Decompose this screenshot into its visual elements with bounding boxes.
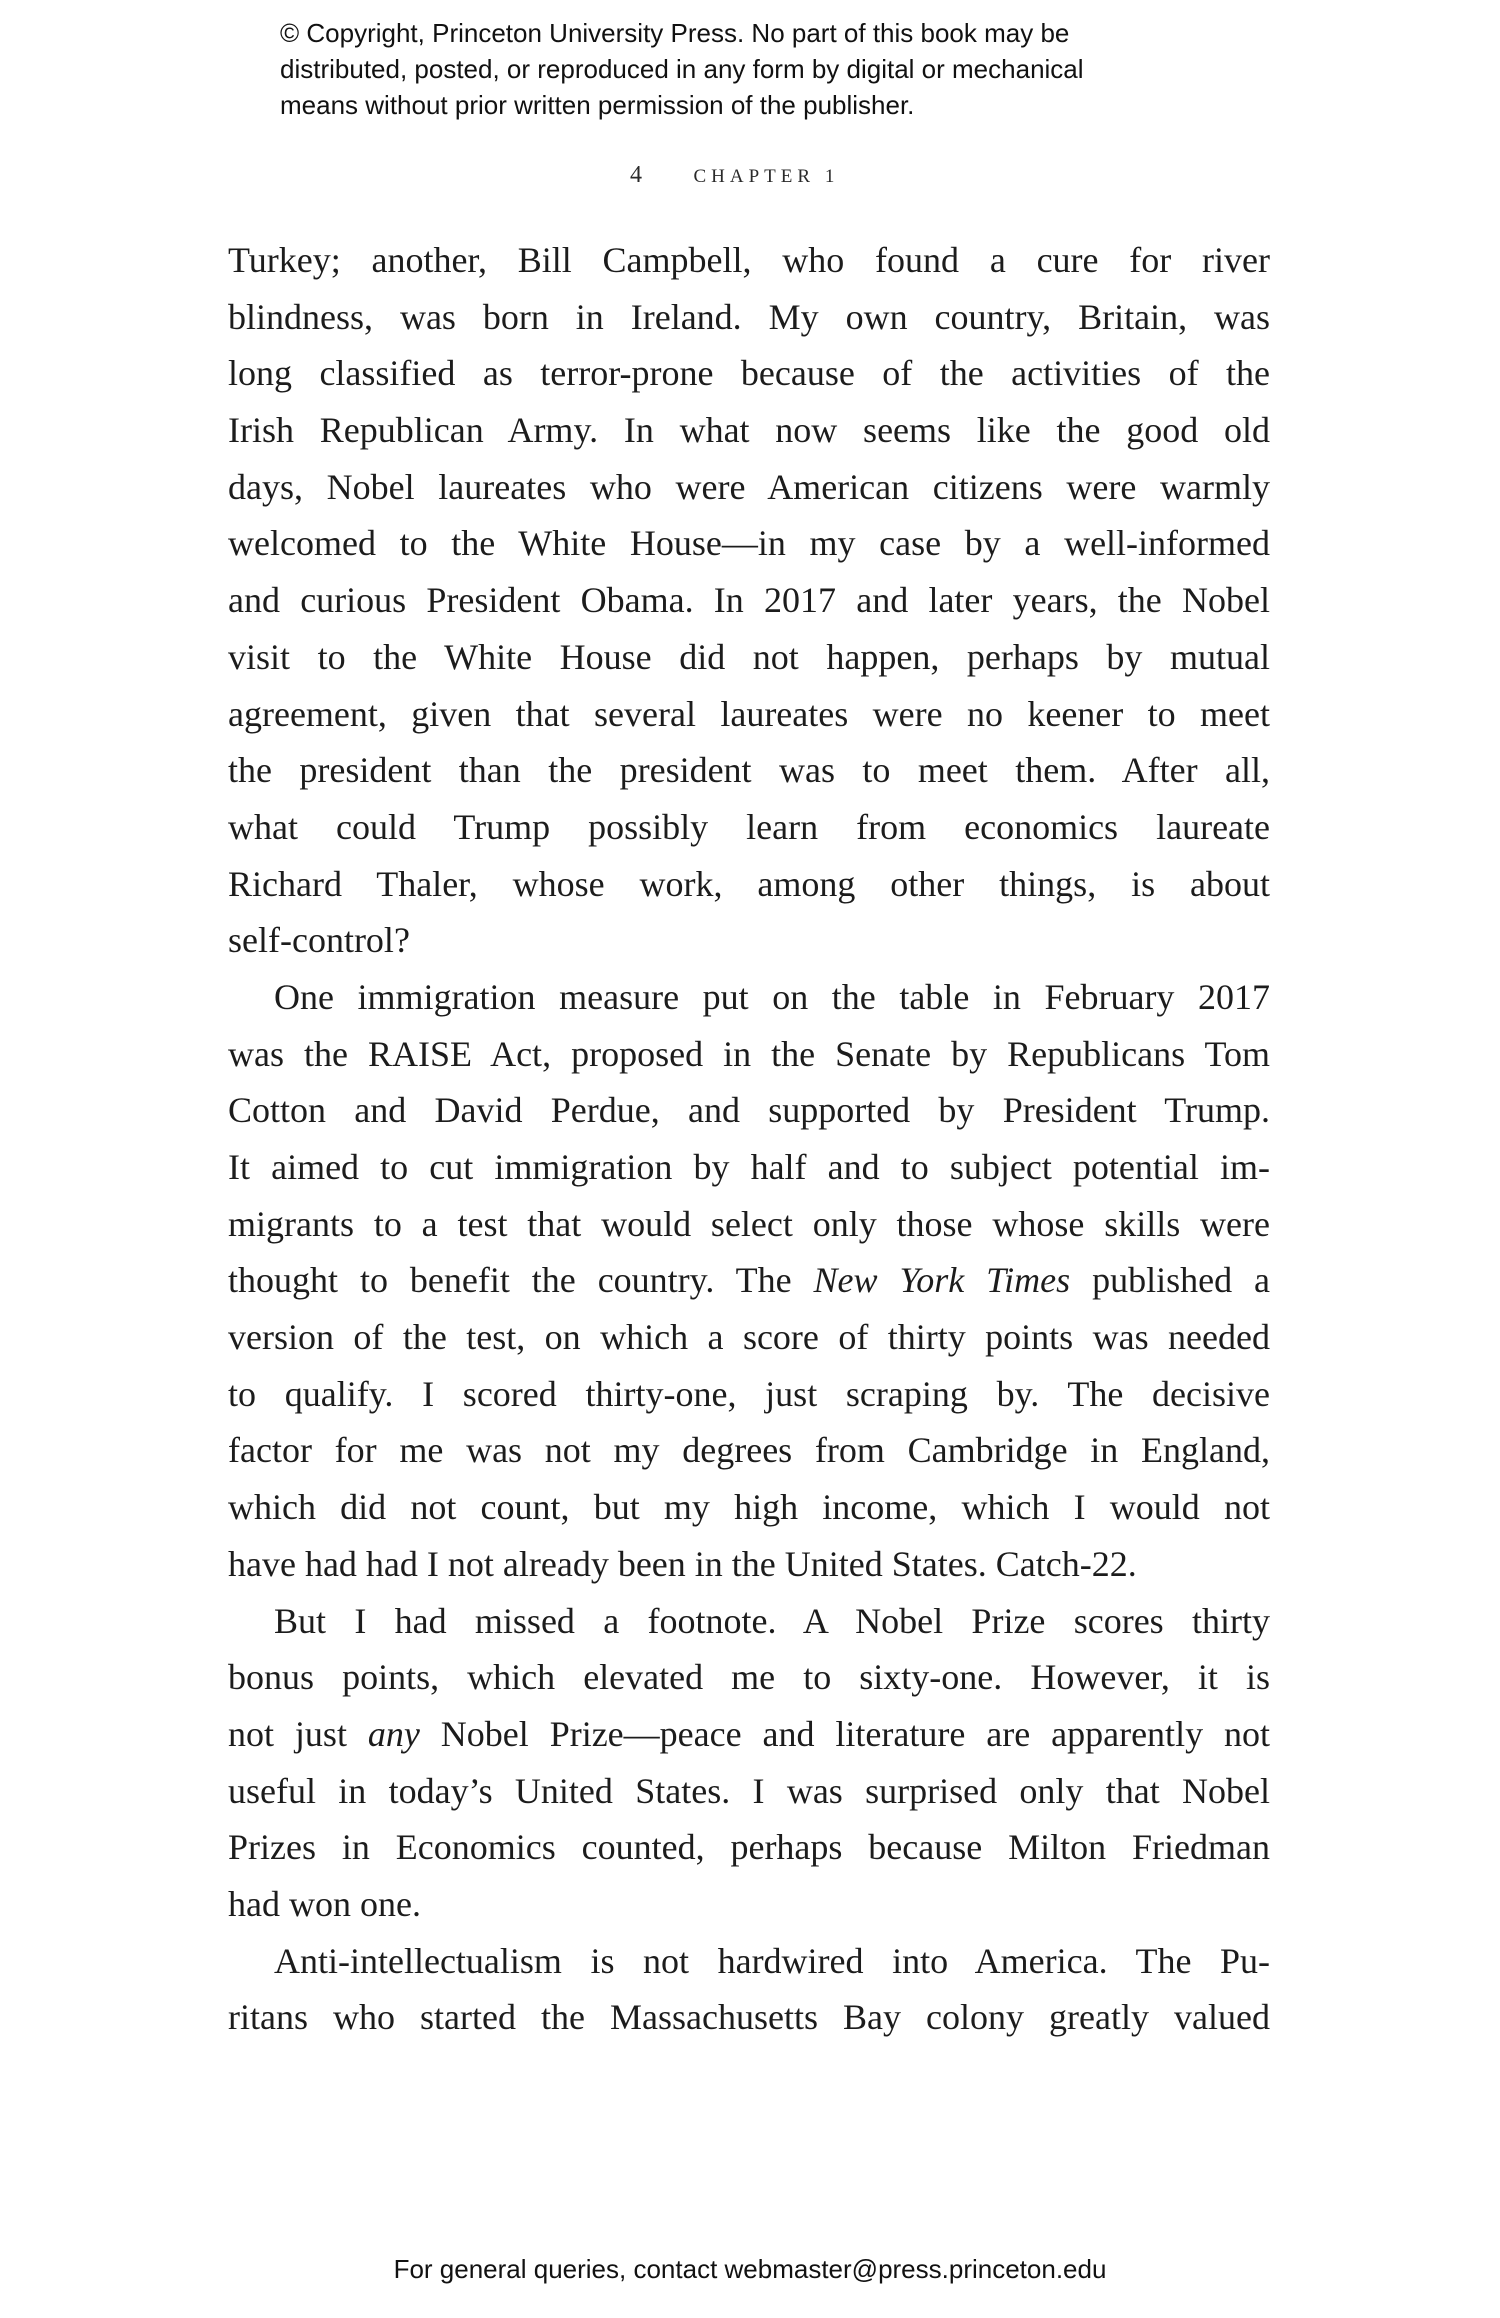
text-line: had won one. <box>228 1883 421 1924</box>
text-line: self-control? <box>228 920 410 961</box>
text-line: and curious President Obama. In 2017 and later years, the Nobel <box>228 580 1270 621</box>
text-line: agreement, given that several laureates were no keener to meet <box>228 693 1270 734</box>
text-line: days, Nobel laureates who were American citizens were warmly <box>228 466 1270 507</box>
text-line: the president than the president was to meet them. After all, <box>228 750 1270 791</box>
text-line: welcomed to the White House—in my case by a well-informed <box>228 523 1270 564</box>
text-line <box>228 1706 1270 1763</box>
page-number: 4 <box>630 162 642 188</box>
text-line: bonus points, which elevated me to sixty-one. However, it is <box>228 1657 1270 1698</box>
running-head <box>630 162 839 188</box>
text-line: was the RAISE Act, proposed in the Senate by Republicans Tom <box>228 1033 1270 1074</box>
text-line: which did not count, but my high income, which I would not <box>228 1487 1270 1528</box>
text-line: One immigration measure put on the table in February 2017 <box>274 976 1270 1017</box>
text-line: blindness, was born in Ireland. My own country, Britain, was <box>228 296 1270 337</box>
text-line: what could Trump possibly learn from economics laureate <box>228 806 1270 847</box>
text-run: published a <box>1070 1260 1270 1301</box>
text-run: Nobel Prize—peace and literature are apparently not <box>419 1713 1270 1754</box>
chapter-label: CHAPTER 1 <box>693 166 840 187</box>
text-line: useful in today’s United States. I was surprised only that Nobel <box>228 1770 1270 1811</box>
italic-title: any <box>367 1713 420 1754</box>
text-line: Turkey; another, Bill Campbell, who found a cure for river <box>228 240 1270 280</box>
text-line: visit to the White House did not happen, perhaps by mutual <box>228 636 1270 677</box>
text-line: version of the test, on which a score of thirty points was needed <box>228 1317 1270 1358</box>
text-line: Cotton and David Perdue, and supported by President Trump. <box>228 1090 1270 1131</box>
text-line: ritans who started the Massachusetts Bay colony greatly valued <box>228 1997 1270 2038</box>
text-line: have had had I not already been in the United States. Catch-22. <box>228 1543 1137 1584</box>
text-line: to qualify. I scored thirty-one, just scraping by. The decisive <box>228 1373 1270 1414</box>
text-line: long classified as terror-prone because of the activities of the <box>228 353 1270 394</box>
paragraph <box>228 1593 1270 1933</box>
copyright-line: © Copyright, Princeton University Press. No part of this book may be <box>280 18 1070 48</box>
text-line: Prizes in Economics counted, perhaps because Milton Friedman <box>228 1827 1270 1868</box>
text-line: migrants to a test that would select only those whose skills were <box>228 1203 1270 1244</box>
paragraph <box>228 969 1270 1593</box>
copyright-notice <box>280 15 1240 123</box>
paragraph <box>228 232 1270 969</box>
footer-contact: For general queries, contact webmaster@press.princeton.edu <box>393 2254 1107 2284</box>
text-line: But I had missed a footnote. A Nobel Prize scores thirty <box>274 1600 1270 1641</box>
text-run: thought to benefit the country. The <box>228 1260 814 1301</box>
italic-title: New York Times <box>813 1260 1071 1301</box>
copyright-line: means without prior written permission of the publisher. <box>280 90 915 120</box>
text-run: not just <box>228 1713 368 1754</box>
text-line <box>228 1252 1270 1309</box>
text-line: factor for me was not my degrees from Cambridge in England, <box>228 1430 1270 1471</box>
text-line: Irish Republican Army. In what now seems like the good old <box>228 410 1270 451</box>
body-text <box>228 232 1270 2046</box>
text-line: Richard Thaler, whose work, among other things, is about <box>228 863 1270 904</box>
paragraph <box>228 1933 1270 2046</box>
text-line: Anti-intellectualism is not hardwired into America. The Pu- <box>274 1940 1270 1981</box>
text-line: It aimed to cut immigration by half and to subject potential im- <box>228 1147 1270 1187</box>
copyright-line: distributed, posted, or reproduced in any form by digital or mechanical <box>280 54 1084 84</box>
